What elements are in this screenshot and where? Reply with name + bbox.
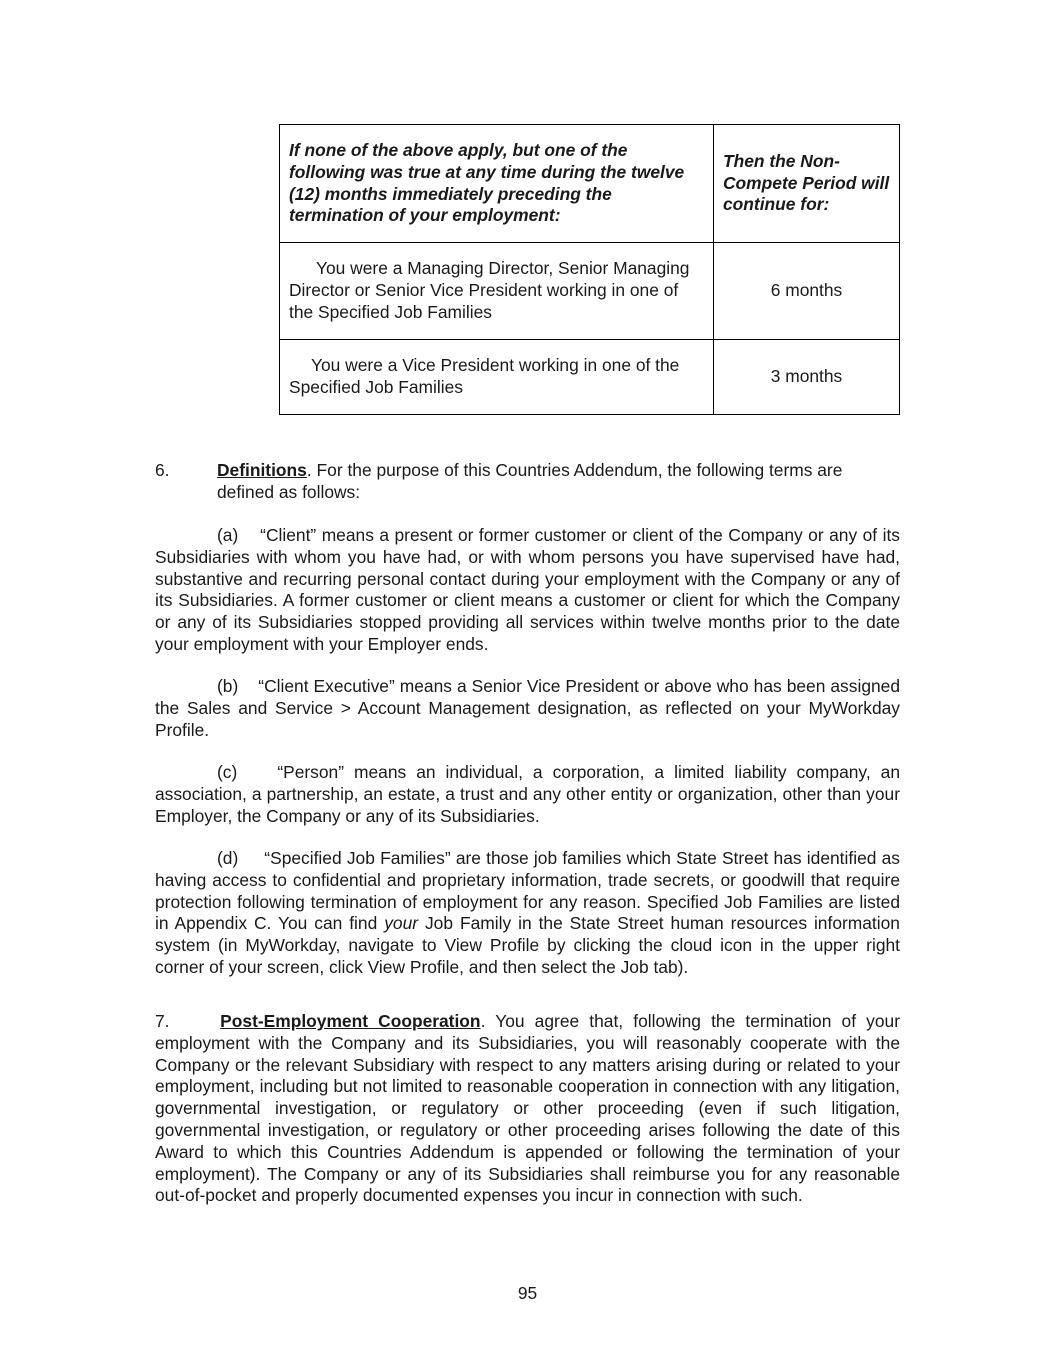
table-cell-condition: [280, 243, 714, 340]
section-title: Definitions: [217, 460, 307, 480]
table-cell-condition: [280, 340, 714, 415]
definition-text: Job Family in the State Street human resources information system (in MyWorkday, navigate to View Profile by clicking the cloud icon in the upper right corner of your screen, click View Profile, and then select the Job tab).: [155, 913, 900, 977]
definition-person: [155, 762, 900, 827]
definition-label: (a): [217, 525, 239, 545]
section-title: Post-Employment Cooperation: [220, 1011, 481, 1031]
condition-text: You were a Managing Director, Senior Managing Director or Senior Vice President working in one of the Specified Job Families: [289, 258, 690, 322]
table-row: [280, 243, 900, 340]
section-7-post-employment-cooperation: [155, 1011, 900, 1207]
non-compete-period-table: [279, 124, 900, 415]
section-6-heading: [155, 460, 900, 504]
definition-text-italic: your: [384, 913, 419, 934]
definition-text: “Client Executive” means a Senior Vice President or above who has been assigned the Sales and Service > Account Management designation, as reflected on your MyWorkday Profile.: [155, 676, 901, 740]
table-row: [280, 340, 900, 415]
definition-specified-job-families: [155, 848, 900, 979]
definition-text: “Client” means a present or former customer or client of the Company or any of its Subsidiaries with whom you have had, or with whom persons you have supervised have had, substantive and recurring personal contact during your employment with the Company or any of its Subsidiaries. A former customer or client means a customer or client for which the Company or any of its Subsidiaries stopped providing all services within twelve months prior to the date your employment with your Employer ends.: [155, 525, 900, 654]
section-intro-text: . For the purpose of this Countries Addendum, the following terms are defined as follows:: [217, 460, 843, 502]
definition-client-executive: [155, 676, 900, 741]
table-cell-period: 6 months: [714, 243, 900, 340]
section-number: 6.: [155, 460, 170, 480]
definition-text: “Person” means an individual, a corporation, a limited liability company, an association, a partnership, an estate, a trust and any other entity or organization, other than your Employer, the Company or any of its Subsidiaries.: [155, 762, 901, 826]
table-header-condition: If none of the above apply, but one of the following was true at any time during the twelve (12) months immediately preceding the termination of your employment:: [280, 125, 714, 243]
condition-text: You were a Vice President working in one of the Specified Job Families: [289, 355, 680, 397]
definition-text: “Specified Job Families” are those job families which State Street has identified as having access to confidential and proprietary information, trade secrets, or goodwill that require protection following termination of employment for any reason. Specified Job Families are listed in Appendix C. You can find: [155, 848, 900, 934]
table-cell-period: 3 months: [714, 340, 900, 415]
definition-label: (b): [217, 676, 239, 696]
table-header-period: Then the Non-Compete Period will continue for:: [714, 125, 900, 243]
section-number: 7.: [155, 1011, 170, 1031]
definition-label: (c): [217, 762, 238, 782]
definition-client: [155, 525, 900, 656]
page-number: 95: [517, 1283, 538, 1303]
section-text: . You agree that, following the termination of your employment with the Company and its Subsidiaries, you will reasonably cooperate with the Company or the relevant Subsidiary with respect to any matters arising during or related to your employment, including but not limited to reasonable cooperation in connection with any litigation, governmental investigation, or regulatory or other proceeding (even if such litigation, governmental investigation, or regulatory or other proceeding arises following the date of this Award to which this Countries Addendum is appended or following the termination of your employment). The Company or any of its Subsidiaries shall reimburse you for any reasonable out-of-pocket and properly documented expenses you incur in connection with such.: [155, 1011, 900, 1206]
definition-label: (d): [217, 848, 239, 868]
table-header-row: [280, 125, 900, 243]
section-6-intro: [217, 460, 900, 504]
